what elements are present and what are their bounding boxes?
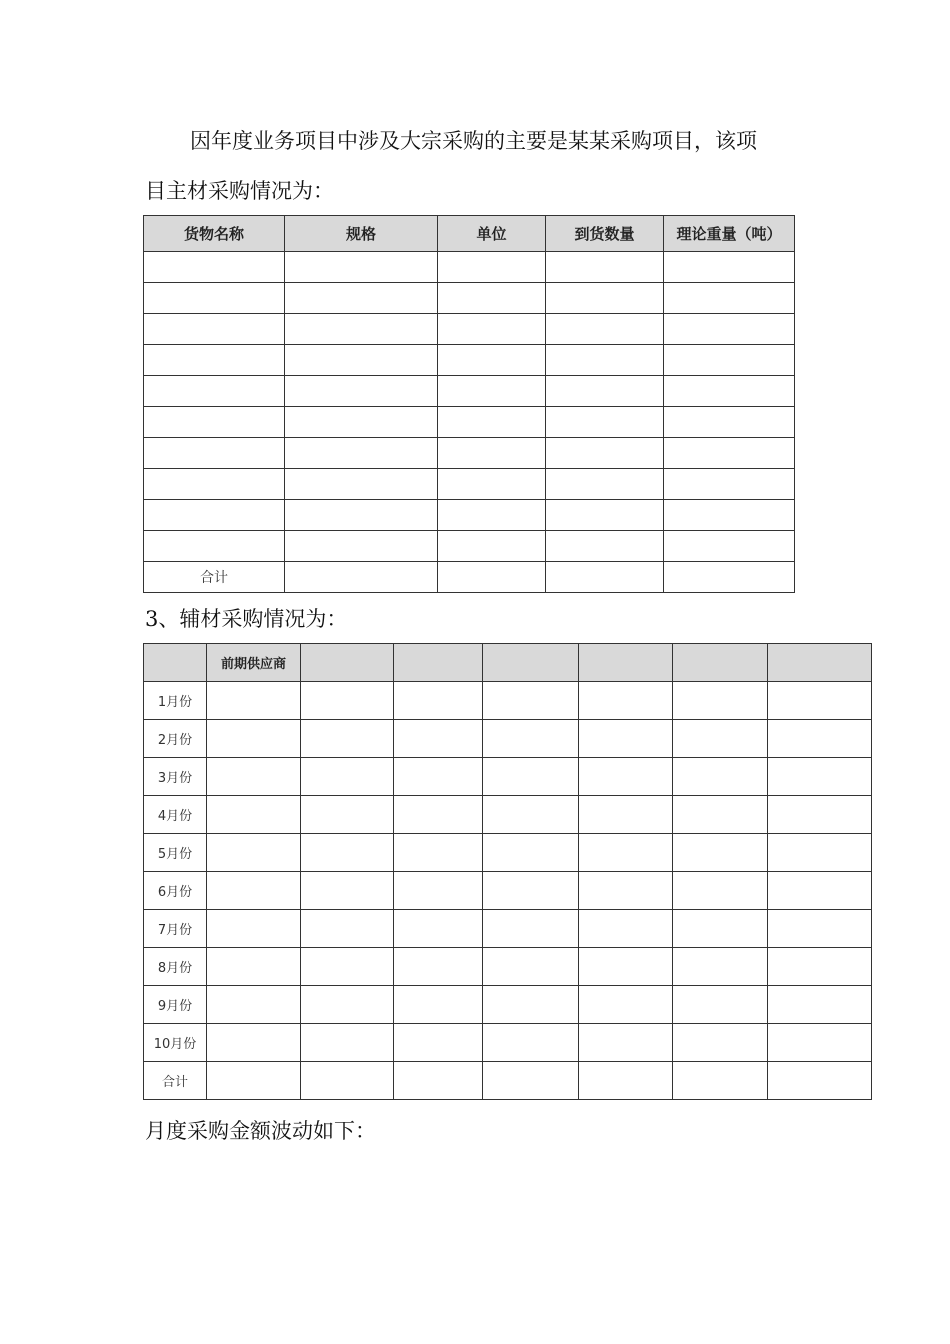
- table-cell: [768, 796, 872, 834]
- header-cell: [579, 644, 673, 682]
- table-cell: [768, 986, 872, 1024]
- row-label: 合计: [144, 1062, 207, 1100]
- table-cell: [144, 469, 285, 500]
- table-cell: [394, 1024, 483, 1062]
- table-cell: [285, 469, 438, 500]
- month-row: [144, 796, 872, 834]
- table-cell: [301, 682, 394, 720]
- table-cell: [438, 314, 546, 345]
- main-material-table: [143, 215, 795, 593]
- table-cell: [579, 1062, 673, 1100]
- table-cell: [285, 376, 438, 407]
- table-cell: [207, 1024, 301, 1062]
- table-cell: [579, 948, 673, 986]
- table-cell: [673, 1062, 768, 1100]
- table-cell: [394, 948, 483, 986]
- table-cell: [664, 531, 795, 562]
- total-row: [144, 562, 795, 593]
- table-row: [144, 500, 795, 531]
- table-cell: [483, 910, 579, 948]
- table-cell: [673, 986, 768, 1024]
- main-table-header-row: [144, 216, 795, 252]
- table-cell: [207, 682, 301, 720]
- table-row: [144, 407, 795, 438]
- monthly-amount-heading: 月度采购金额波动如下：: [145, 1119, 376, 1143]
- table-cell: [673, 796, 768, 834]
- table-cell: [207, 758, 301, 796]
- table-cell: [394, 796, 483, 834]
- table-cell: [546, 531, 664, 562]
- table-cell: [579, 986, 673, 1024]
- table-cell: [664, 376, 795, 407]
- table-cell: [144, 531, 285, 562]
- table-cell: [144, 407, 285, 438]
- table-cell: [664, 469, 795, 500]
- month-row: [144, 910, 872, 948]
- table-cell: [768, 1062, 872, 1100]
- table-cell: [438, 469, 546, 500]
- aux-material-heading: 3、辅材采购情况为：: [145, 607, 348, 631]
- table-cell: [438, 562, 546, 593]
- table-cell: [301, 796, 394, 834]
- table-cell: [207, 1062, 301, 1100]
- table-cell: [483, 720, 579, 758]
- table-cell: [664, 500, 795, 531]
- table-cell: [438, 407, 546, 438]
- table-cell: [394, 758, 483, 796]
- table-cell: [144, 252, 285, 283]
- table-cell: [301, 1024, 394, 1062]
- table-row: [144, 438, 795, 469]
- row-label: 1月份: [144, 682, 207, 720]
- header-unit: 单位: [438, 216, 546, 252]
- row-label: 10月份: [144, 1024, 207, 1062]
- table-cell: [673, 834, 768, 872]
- table-cell: [673, 1024, 768, 1062]
- header-cell: [394, 644, 483, 682]
- table-cell: [144, 314, 285, 345]
- table-cell: [579, 758, 673, 796]
- table-cell: [768, 872, 872, 910]
- table-cell: [664, 562, 795, 593]
- table-cell: [768, 910, 872, 948]
- table-cell: [483, 796, 579, 834]
- table-cell: [579, 1024, 673, 1062]
- table-cell: [546, 500, 664, 531]
- month-row: [144, 720, 872, 758]
- table-cell: [768, 1024, 872, 1062]
- table-cell: [394, 986, 483, 1024]
- month-row: [144, 1062, 872, 1100]
- table-cell: [546, 469, 664, 500]
- table-cell: [664, 438, 795, 469]
- table-cell: [301, 834, 394, 872]
- table-cell: [285, 500, 438, 531]
- table-cell: [301, 720, 394, 758]
- table-cell: [285, 252, 438, 283]
- row-label: 3月份: [144, 758, 207, 796]
- table-cell: [285, 531, 438, 562]
- table-cell: [207, 986, 301, 1024]
- table-cell: [768, 682, 872, 720]
- table-cell: [207, 910, 301, 948]
- table-cell: [579, 682, 673, 720]
- table-cell: [438, 283, 546, 314]
- table-cell: [673, 758, 768, 796]
- table-cell: [394, 872, 483, 910]
- table-cell: [673, 910, 768, 948]
- table-cell: [438, 531, 546, 562]
- month-row: [144, 872, 872, 910]
- table-cell: [207, 872, 301, 910]
- table-cell: [673, 682, 768, 720]
- table-cell: [579, 872, 673, 910]
- table-cell: [664, 314, 795, 345]
- table-cell: [664, 252, 795, 283]
- header-previous-supplier: 前期供应商: [207, 644, 301, 682]
- month-row: [144, 758, 872, 796]
- table-row: [144, 314, 795, 345]
- table-cell: [207, 720, 301, 758]
- intro-paragraph-line-1: 因年度业务项目中涉及大宗采购的主要是某某采购项目，该项: [190, 129, 757, 153]
- table-row: [144, 376, 795, 407]
- table-cell: [144, 438, 285, 469]
- row-label: 9月份: [144, 986, 207, 1024]
- table-cell: [438, 500, 546, 531]
- row-label: 8月份: [144, 948, 207, 986]
- table-cell: [144, 345, 285, 376]
- header-cell: [144, 644, 207, 682]
- table-cell: [207, 834, 301, 872]
- table-cell: [285, 345, 438, 376]
- table-cell: [285, 283, 438, 314]
- month-row: [144, 1024, 872, 1062]
- table-cell: [579, 796, 673, 834]
- header-arrival-quantity: 到货数量: [546, 216, 664, 252]
- table-cell: [546, 283, 664, 314]
- table-cell: [768, 720, 872, 758]
- table-cell: [673, 720, 768, 758]
- table-row: [144, 531, 795, 562]
- table-cell: [579, 910, 673, 948]
- table-row: [144, 252, 795, 283]
- table-cell: [438, 252, 546, 283]
- table-cell: [664, 345, 795, 376]
- table-cell: [301, 872, 394, 910]
- aux-material-table: [143, 643, 872, 1100]
- table-cell: [673, 948, 768, 986]
- table-cell: [285, 562, 438, 593]
- table-cell: [207, 796, 301, 834]
- table-cell: [301, 910, 394, 948]
- month-row: [144, 682, 872, 720]
- header-cell: [483, 644, 579, 682]
- table-cell: [144, 283, 285, 314]
- row-label: 7月份: [144, 910, 207, 948]
- table-cell: [768, 948, 872, 986]
- row-label: 2月份: [144, 720, 207, 758]
- aux-table-header-row: [144, 644, 872, 682]
- table-cell: [483, 1062, 579, 1100]
- table-cell: [394, 682, 483, 720]
- table-cell: [483, 682, 579, 720]
- table-row: [144, 469, 795, 500]
- table-cell: [579, 720, 673, 758]
- table-cell: [438, 376, 546, 407]
- header-cell: [673, 644, 768, 682]
- table-cell: [579, 834, 673, 872]
- table-cell: [207, 948, 301, 986]
- table-cell: [144, 376, 285, 407]
- month-row: [144, 948, 872, 986]
- table-cell: [144, 500, 285, 531]
- header-cell: [768, 644, 872, 682]
- table-row: [144, 283, 795, 314]
- table-cell: [301, 758, 394, 796]
- table-cell: [768, 758, 872, 796]
- table-cell: [394, 720, 483, 758]
- table-cell: [483, 986, 579, 1024]
- header-theoretical-weight: 理论重量（吨）: [664, 216, 795, 252]
- table-cell: [285, 407, 438, 438]
- table-cell: [673, 872, 768, 910]
- table-cell: [768, 834, 872, 872]
- table-cell: [301, 1062, 394, 1100]
- table-cell: [546, 407, 664, 438]
- header-goods-name: 货物名称: [144, 216, 285, 252]
- table-cell: [285, 314, 438, 345]
- table-cell: [285, 438, 438, 469]
- month-row: [144, 834, 872, 872]
- table-cell: [664, 407, 795, 438]
- table-cell: [546, 376, 664, 407]
- table-cell: [301, 948, 394, 986]
- table-cell: [483, 758, 579, 796]
- table-cell: [438, 345, 546, 376]
- table-cell: [483, 948, 579, 986]
- table-cell: [546, 314, 664, 345]
- table-cell: [301, 986, 394, 1024]
- intro-paragraph-line-2: 目主材采购情况为：: [145, 179, 334, 203]
- row-label: 6月份: [144, 872, 207, 910]
- table-cell: [664, 283, 795, 314]
- table-cell: [546, 438, 664, 469]
- table-row: [144, 345, 795, 376]
- table-cell: [394, 910, 483, 948]
- header-specification: 规格: [285, 216, 438, 252]
- row-label: 5月份: [144, 834, 207, 872]
- table-cell: [483, 872, 579, 910]
- row-label: 4月份: [144, 796, 207, 834]
- table-cell: [483, 1024, 579, 1062]
- table-cell: [438, 438, 546, 469]
- table-cell: [546, 562, 664, 593]
- header-cell: [301, 644, 394, 682]
- table-cell: [546, 345, 664, 376]
- table-cell: [546, 252, 664, 283]
- table-cell: [394, 1062, 483, 1100]
- table-cell: [394, 834, 483, 872]
- total-label: 合计: [144, 562, 285, 593]
- month-row: [144, 986, 872, 1024]
- table-cell: [483, 834, 579, 872]
